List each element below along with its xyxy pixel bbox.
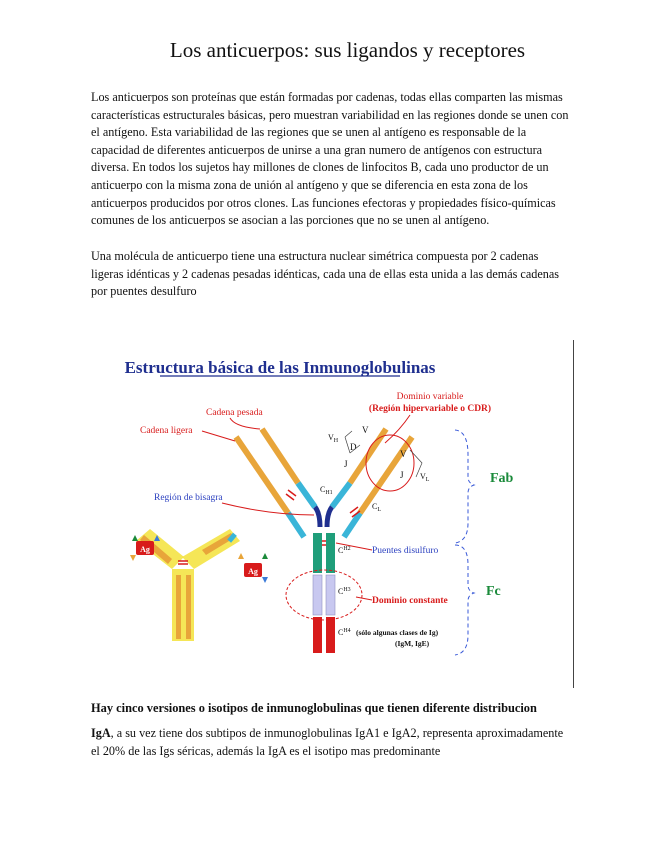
label-puentes-disulfuro: Puentes disulfuro bbox=[372, 546, 439, 556]
paragraph-iga bbox=[91, 725, 569, 760]
paragraph-antibody-structure: Una molécula de anticuerpo tiene una estructura nuclear simétrica compuesta por 2 cadenas ligeras idénticas y 2 cadenas pesadas idénticas, cada una de ellas esta unida a las demás cadenas por puentes desulfuro bbox=[91, 249, 560, 299]
label-ch4: $C^{H4}$ bbox=[338, 628, 351, 637]
label-vl: $V_L$ bbox=[420, 472, 430, 483]
page-title: Los anticuerpos: sus ligandos y receptores bbox=[169, 38, 526, 62]
antigen-right-triangle-orange bbox=[238, 553, 244, 559]
hinge-left bbox=[315, 507, 320, 527]
stem-ch2-right bbox=[326, 533, 335, 573]
immunoglobulin-diagram bbox=[110, 345, 590, 690]
stem-ch2-left bbox=[313, 533, 322, 573]
main-antibody bbox=[236, 429, 412, 653]
left-heavy-chain-constant bbox=[298, 483, 315, 507]
label-j1: J bbox=[344, 459, 348, 469]
small-antibody-stem-stripe-1 bbox=[176, 575, 181, 639]
arrow-cadena-ligera bbox=[202, 431, 235, 441]
label-v: V bbox=[362, 425, 369, 435]
fab-bracket bbox=[455, 430, 474, 543]
label-ch4-note2: (IgM, IgE) bbox=[395, 639, 430, 648]
stem-ch3-left bbox=[313, 575, 322, 615]
label-j2: J bbox=[400, 470, 404, 480]
label-dominio-constante: Dominio constante bbox=[372, 596, 448, 606]
figure-title: Estructura básica de las Inmunoglobulinas bbox=[124, 358, 436, 377]
constant-domain-circle bbox=[286, 570, 362, 620]
right-heavy-chain-constant bbox=[332, 483, 350, 507]
antigen-right bbox=[238, 553, 268, 583]
immunoglobulin-figure bbox=[110, 345, 590, 690]
antigen-right-label: Ag bbox=[248, 567, 258, 576]
small-antibody-stem-stripe-2 bbox=[186, 575, 191, 639]
label-cadena-ligera: Cadena ligera bbox=[140, 426, 193, 436]
label-region-hipervariable: (Región hipervariable o CDR) bbox=[368, 404, 492, 414]
label-ch2: $C^{H2}$ bbox=[338, 546, 351, 555]
paragraph-antibodies-intro: Los anticuerpos son proteínas que están formadas por cadenas, todas ellas comparten las mismas características estructurales básicas, pero muestran variabilidad en las regiones donde se unen con el antígeno. Esta variabilidad de las regiones que se unen al antígeno es responsable de la capacidad de diferentes anticuerpos de unirse a una gran numero de antígenos con estructura diversa. En todos los sujetos hay millones de clones de linfocitos B, cada uno productor de un anticuerpo con la misma zona de unión al antígeno y que se diferencia en esta zona de los anticuerpos producidos por otros clones. Las funciones efectoras y propiedades físico-químicas comunes de los anticuerpos se asocian a las porciones que no se unen al antígeno. bbox=[91, 90, 569, 228]
label-region-bisagra: Región de bisagra bbox=[154, 493, 223, 503]
left-light-chain-constant bbox=[288, 513, 304, 537]
antigen-right-triangle-green bbox=[262, 553, 268, 559]
stem-ch3-right bbox=[326, 575, 335, 615]
iga-description: , a su vez tiene dos subtipos de inmunoglobulinas IgA1 e IgA2, representa aproximadamente el 20% de las Igs séricas, además la IgA es el isotipo mas predominante bbox=[91, 726, 564, 758]
arrow-dominio-constante bbox=[356, 597, 372, 600]
left-heavy-chain-variable bbox=[262, 429, 298, 483]
label-fab: Fab bbox=[490, 471, 514, 486]
label-cl: $C_L$ bbox=[372, 502, 382, 513]
stem-ch4-left bbox=[313, 617, 322, 653]
arrow-cadena-pesada bbox=[230, 418, 260, 429]
label-v2: V bbox=[400, 449, 407, 459]
label-dominio-variable: Dominio variable bbox=[396, 392, 464, 402]
label-cadena-pesada: Cadena pesada bbox=[206, 408, 263, 418]
stem-ch4-right bbox=[326, 617, 335, 653]
arrow-dominio-variable bbox=[385, 415, 410, 443]
antigen-left-triangle-green bbox=[132, 535, 138, 541]
disulfide-left-2 bbox=[286, 494, 294, 500]
iga-term: IgA bbox=[91, 726, 111, 740]
variable-domain-circle bbox=[366, 435, 414, 491]
label-vh: $V_H$ bbox=[328, 433, 339, 444]
fc-bracket bbox=[455, 545, 474, 655]
disulfide-right-1 bbox=[350, 507, 358, 513]
left-light-chain-variable bbox=[236, 437, 288, 513]
antigen-left-label: Ag bbox=[140, 545, 150, 554]
arrow-region-bisagra bbox=[222, 503, 314, 515]
section-heading-isotypes: Hay cinco versiones o isotipos de inmunoglobulinas que tienen diferente distribucion bbox=[91, 701, 537, 715]
label-ch3: $C^{H3}$ bbox=[338, 587, 351, 596]
hinge-right bbox=[327, 507, 332, 527]
disulfide-left-1 bbox=[288, 490, 296, 496]
label-d: D bbox=[350, 442, 357, 452]
label-ch4-note: (sólo algunas clases de Ig) bbox=[356, 628, 439, 637]
label-fc: Fc bbox=[486, 584, 501, 599]
antigen-right-triangle-blue bbox=[262, 577, 268, 583]
antigen-left-triangle-orange bbox=[130, 555, 136, 561]
label-ch1: $C_{H1}$ bbox=[320, 485, 333, 496]
